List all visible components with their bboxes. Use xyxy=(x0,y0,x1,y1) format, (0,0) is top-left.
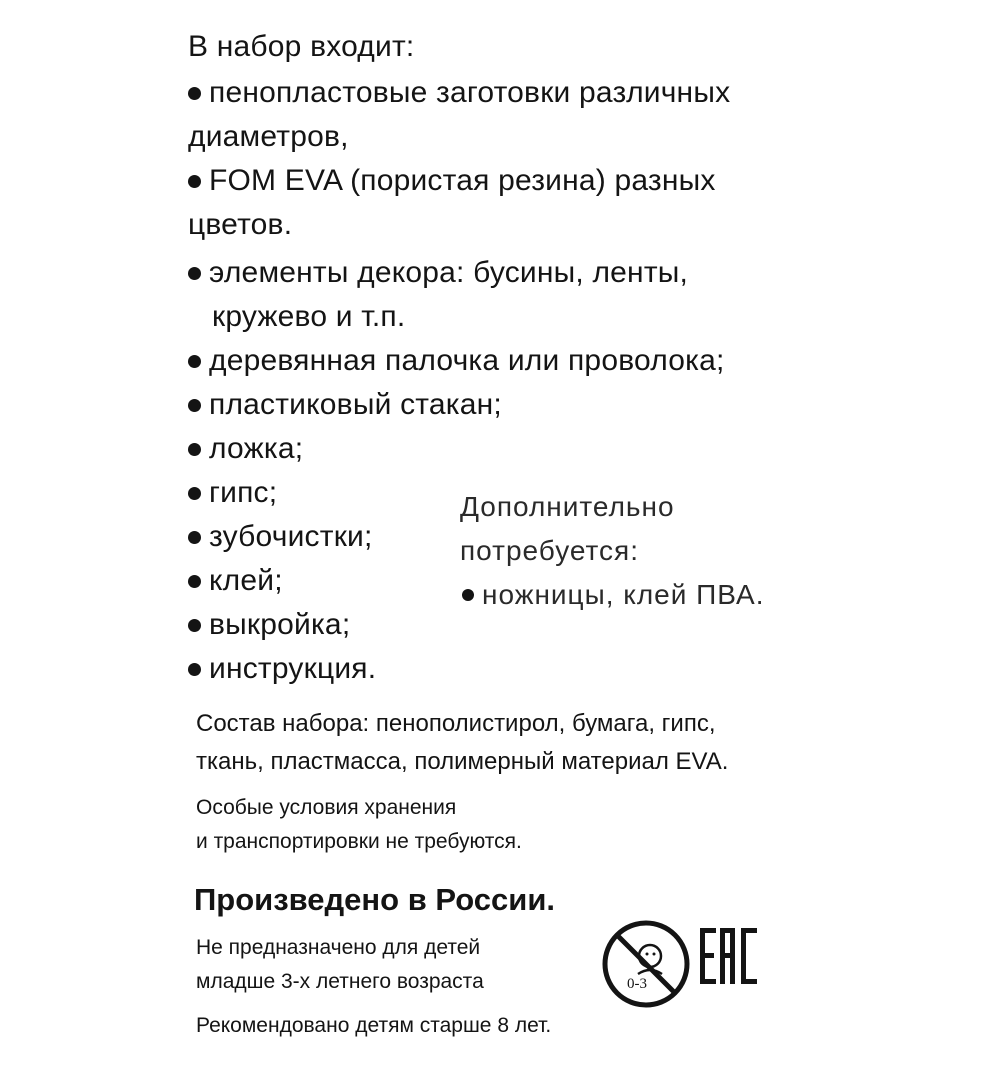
list-item: ложка; xyxy=(188,428,303,470)
not-for-children-under-3-icon xyxy=(600,918,692,1010)
eac-mark-icon xyxy=(700,926,764,988)
list-item: клей; xyxy=(188,560,283,602)
list-item: пенопластовые заготовки различных xyxy=(188,72,730,114)
bullet-icon xyxy=(188,575,201,588)
age-warning-line1: Не предназначено для детей xyxy=(196,936,481,959)
recommended-age: Рекомендовано детям старше 8 лет. xyxy=(196,1014,552,1037)
bullet-icon xyxy=(188,175,201,188)
list-item: гипс; xyxy=(188,472,277,514)
list-item: деревянная палочка или проволока; xyxy=(188,340,725,382)
bullet-icon xyxy=(462,589,474,601)
set-heading: В набор входит: xyxy=(188,30,415,63)
bullet-icon xyxy=(188,355,201,368)
bullet-icon xyxy=(188,531,201,544)
additional-heading-line1: Дополнительно xyxy=(460,491,675,522)
storage-line1: Особые условия хранения xyxy=(196,796,457,819)
list-item: пластиковый стакан; xyxy=(188,384,502,426)
bullet-icon xyxy=(188,443,201,456)
additional-item: ножницы, клей ПВА. xyxy=(462,574,765,616)
made-in-russia: Произведено в России. xyxy=(194,882,556,917)
composition-line2: ткань, пластмасса, полимерный материал EVA. xyxy=(196,748,729,775)
bullet-icon xyxy=(188,399,201,412)
list-item-continuation: цветов. xyxy=(188,208,293,241)
age-warning-line2: младше 3-х летнего возраста xyxy=(196,970,484,993)
bullet-icon xyxy=(188,87,201,100)
list-item: зубочистки; xyxy=(188,516,373,558)
list-item: элементы декора: бусины, ленты, xyxy=(188,252,688,294)
additional-heading-line2: потребуется: xyxy=(460,535,639,566)
list-item-continuation: кружево и т.п. xyxy=(212,300,406,333)
list-item: инструкция. xyxy=(188,648,376,690)
bullet-icon xyxy=(188,267,201,280)
bullet-icon xyxy=(188,619,201,632)
age-icon-label: 0-3 xyxy=(627,976,647,992)
bullet-icon xyxy=(188,663,201,676)
bullet-icon xyxy=(188,487,201,500)
list-item: выкройка; xyxy=(188,604,350,646)
list-item: FOM EVA (пористая резина) разных xyxy=(188,160,716,202)
composition-line1: Состав набора: пенополистирол, бумага, гипс, xyxy=(196,710,716,737)
storage-line2: и транспортировки не требуются. xyxy=(196,830,522,853)
list-item-continuation: диаметров, xyxy=(188,120,349,153)
